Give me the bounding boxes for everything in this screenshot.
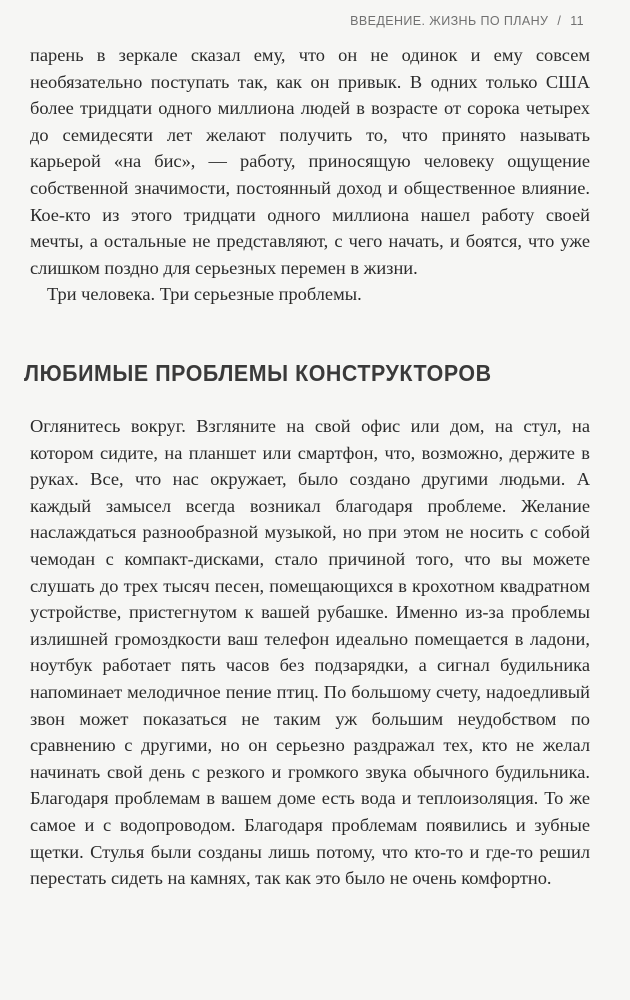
- header-separator: /: [557, 14, 562, 28]
- chapter-title: ВВЕДЕНИЕ. ЖИЗНЬ ПО ПЛАНУ: [350, 14, 549, 28]
- running-header: [350, 14, 584, 28]
- page-number: 11: [570, 14, 584, 28]
- continued-paragraph: парень в зеркале сказал ему, что он не одинок и ему совсем необязательно поступать так, как он привык. В одних только США более тридцати одного миллиона людей в возрасте от сорока четырех до семидесяти лет желают получить то, что принято называть карьерой «на бис», — работу, приносящую человеку ощущение собственной значимости, постоянный доход и общественное влияние. Кое-кто из этого тридцати одного миллиона нашел работу своей мечты, а остальные не представляют, с чего начать, и боятся, что уже слишком поздно для серьезных перемен в жизни.: [30, 45, 590, 278]
- opening-text-block: [30, 42, 590, 308]
- section-heading: ЛЮБИМЫЕ ПРОБЛЕМЫ КОНСТРУКТОРОВ: [24, 360, 492, 386]
- section-paragraph: Оглянитесь вокруг. Взгляните на свой офис или дом, на стул, на котором сидите, на планшет или смартфон, что, возможно, держите в руках. Все, что нас окружает, было создано другими людьми. А каждый замысел всегда возникал благодаря проблеме. Желание наслаждаться разнообразной музыкой, но при этом не носить с собой чемодан с компакт-дисками, стало причиной того, что вы можете слушать до трех тысяч песен, помещающихся в крохотном квадратном устройстве, пристегнутом к вашей рубашке. Именно из-за проблемы излишней громоздкости ваш телефон идеально помещается в ладони, ноутбук работает пять часов без подзарядки, а сигнал будильника напоминает мелодичное пение птиц. По большому счету, надоедливый звон может показаться не таким уж большим неудобством по сравнению с другими, но он серьезно раздражал тех, кто не желал начинать свой день с резкого и громкого звука обычного будильника. Благодаря проблемам в вашем доме есть вода и теплоизоляция. То же самое и с водопроводом. Благодаря проблемам появились и зубные щетки. Стулья были созданы лишь потому, что кто-то и где-то решил перестать сидеть на камнях, так как это было не очень комфортно.: [30, 416, 590, 889]
- summary-paragraph: Три человека. Три серьезные проблемы.: [47, 284, 362, 305]
- section-text-block: [30, 413, 590, 892]
